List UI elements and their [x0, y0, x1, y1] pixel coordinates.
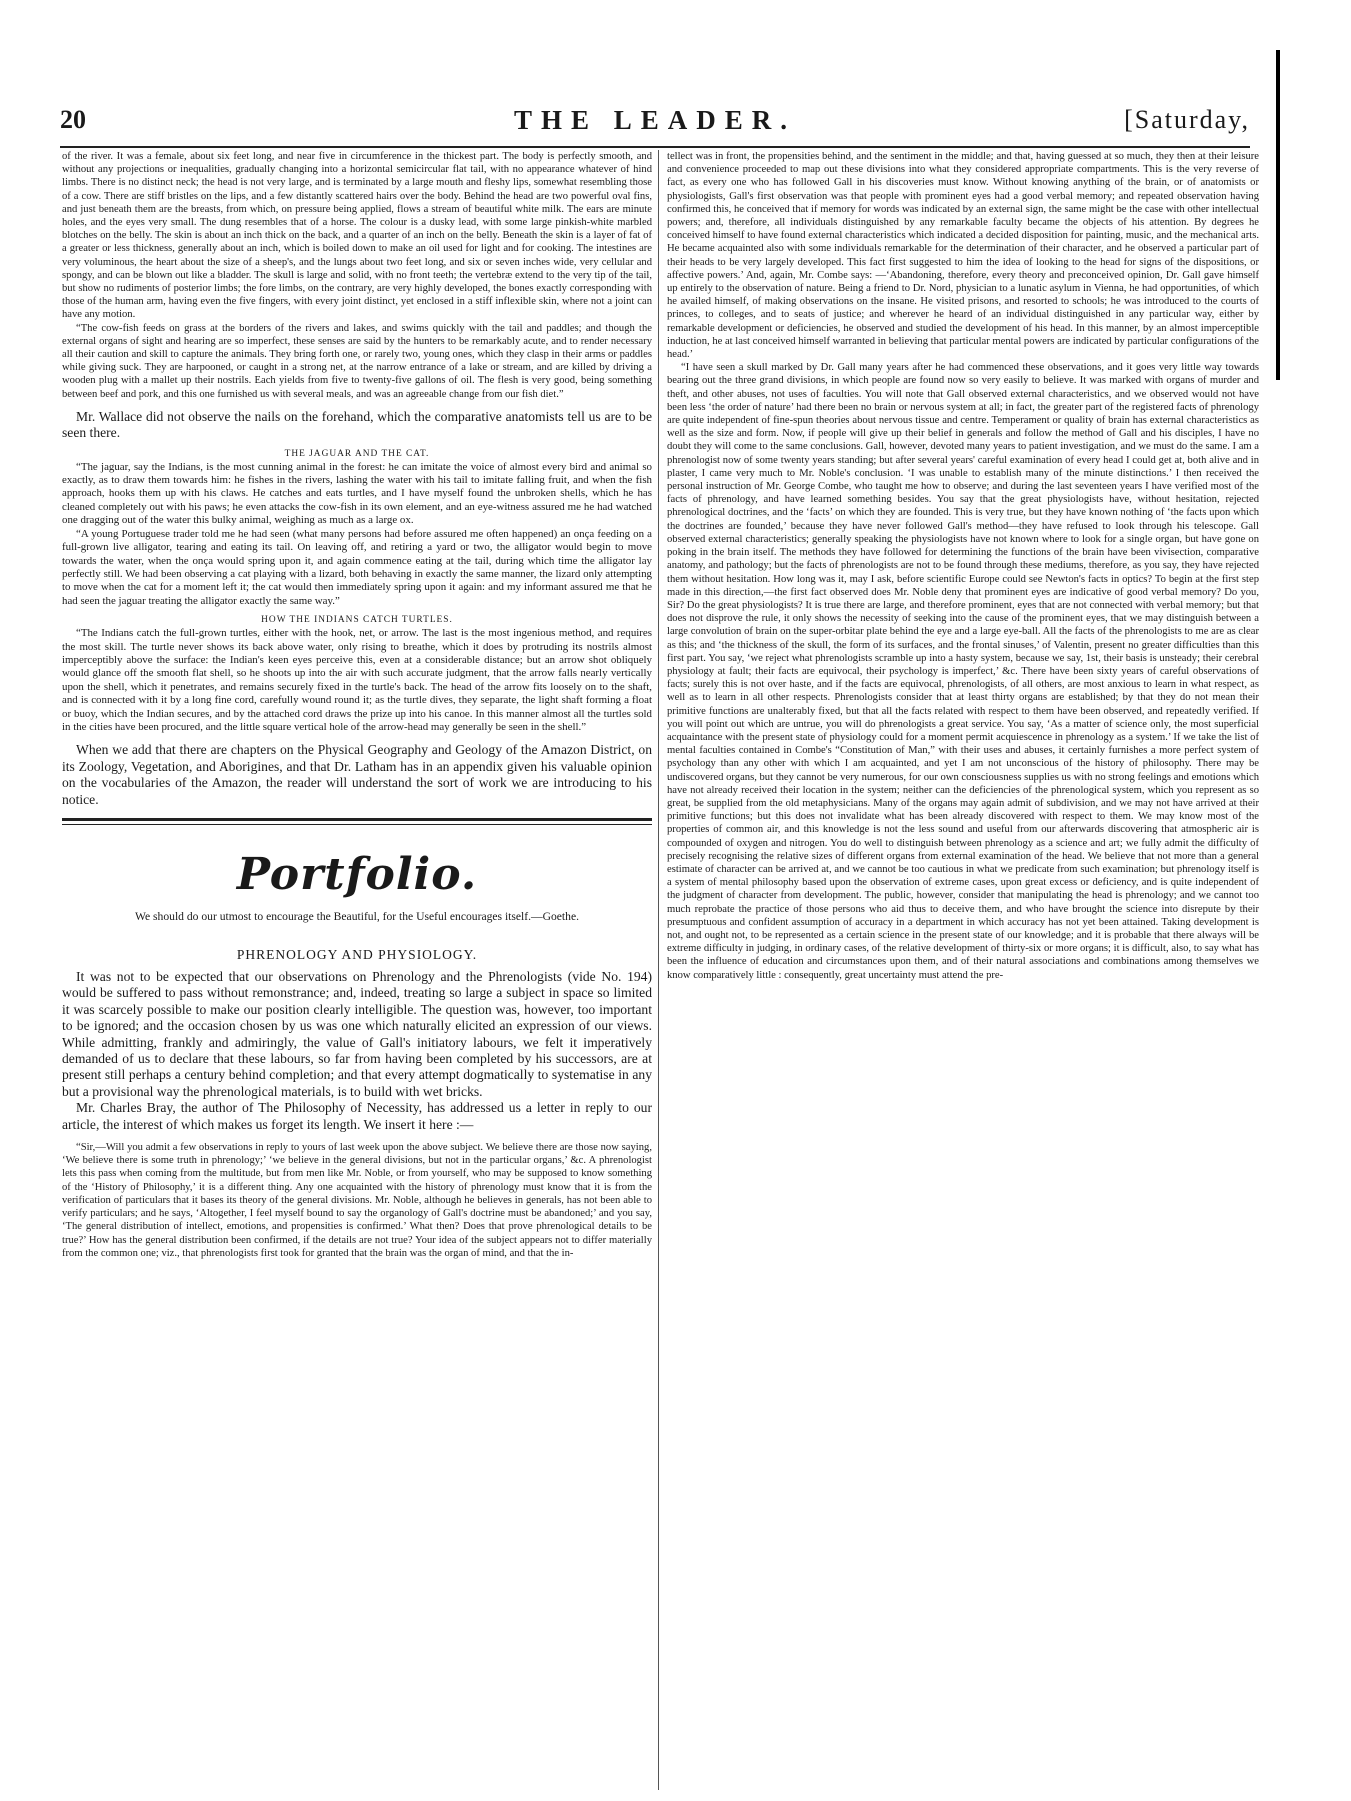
letter-paragraph-2: “I have seen a skull marked by Dr. Gall many years after he had commenced these observations, and it goes very little way towards bearing out the three grand divisions, in which people are found now so very easily to believe. It was marked with organs of murder and theft, and other abuses, not uses of faculties. You will note that Gall observed external characteristics, and we observed would not have been less ‘the order of nature’ had there been no brain or nervous system at all; in fact, the greater part of the registered facts of phrenology are quite independent of fine-spun theories about nervous tissue and centre. Temperament or quality of brain has external characteristics as well as the size and form. Now, if people will give up their belief in generals and follow the method of Gall and his disciples, I have no doubt they will come to the same conclusions. Gall, however, devoted many years to patient investigation, and we must do the same. I am a phrenologist now of some twenty years standing; but after several years' careful examination of every head I could get at, both alive and in plaster, I came very much to Mr. Noble's conclusion. ‘I was unable to establish many of the minute distinctions.’ I then received the personal instruction of Mr. George Combe, who taught me how to observe; and during the last seventeen years I have verified most of the facts of phrenology, and have learned something besides. You say that the great physiologists have, without hesitation, rejected phrenological doctrines, and the ‘facts’ on which they are founded. This is very true, but they have known nothing of ‘the facts upon which the doctrines are founded,’ because they have never followed Gall's method—they have refused to look through his telescope. Gall observed external characteristics; generally speaking the physiologists have not known where to look for a single organ, but have gone on poking in the brain itself. The methods they have followed for determining the functions of the brain have been vivisection, comparative anatomy, and pathology; but the facts of phrenologists are not to be found through these mediums, therefore, as you say, they have rejected them without hesitation. How long was it, may I ask, before scientific Europe could see Newton's facts in optics? To begin at the first step made in this direction,—the first fact observed does Mr. Noble deny that prominent eyes are indicative of good verbal memory? Do you, Sir? Do the great physiologists? It is true there are large, and therefore prominent, eyes that are not connected with verbal memory; but that does not disprove the rule, it only shows the necessity of seeking into the cause of the prominent eyes, that we may distinguish between a large convolution of brain on the super-orbitar plate behind the eye and a large eye-ball. All the facts of the phrenologists to me are as clear as this; and ‘the thickness of the skull, the form of its surfaces, and the frontal sinuses,’ of Valentin, present no greater difficulties than this first part. You say, ‘we reject what phrenologists scramble up into a hasty system, because we say, 1st, their basis is unsteady; their cerebral physiology at fault; their facts are equivocal, their psychology is imperfect,’ &c. There have been sixty years of careful observations of facts; surely this is not over haste, and if the facts are equivocal, phrenologists, of all others, are most anxious to learn in what respect, as well as to learn in all other respects. Phrenologists consider that at least thirty organs are established; by that they do not mean their primitive functions are unalterably fixed, but that all the facts related with respect to them have been observed, and repeatedly verified. If you will point out which are untrue, you will do phrenologists a great service. You say, ‘As a matter of science only, the most superficial acquaintance with the present state of physiology could for a moment permit acquiescence in phrenology as a system.’ If we take the list of mental faculties contained in Combe's “Constitution of Man,” with their uses and abuses, it certainly furnishes a more perfect system of psychology than any other with which I am acquainted, and yet I am not unconscious of the history of philosophy. There may be undiscovered organs, but they cannot be very numerous, for our own consciousness supplies us with no strong feelings and emotions which have not already received their location in the system; neither can the deficiencies of the phrenological system, which you represent as so great, be supplied from the old metaphysicians. Many of the organs may again admit of subdivision, and we may not have arrived at their primitive functions; but this does not invalidate what has been already discovered with respect to them. We may know most of the properties of common air, and this knowledge is not the less sound and useful from our afterwards discovering that atmospheric air is compounded of oxygen and nitrogen. You do well to distinguish between phrenology as a science and art; we fully admit the difficulty of precisely recognising the relative sizes of different organs from external examination of the head. We believe that not more than a general estimate of character can be arrived at, and we cannot be too cautious in what we predicate from such examination; but phrenology itself is a system of mental philosophy based upon the observation of extreme cases, upon great excess or deficiency, and is quite independent of the judgment of character from development. The public, however, consider that manipulating the head is phrenology; and we cannot too much reprobate the practice of those persons who aid thus to deceive them, and who have brought the science into disrepute by their presumptuous and confident assumption of accuracy in a department in which accuracy has not yet been attained. Taking development is not, and ought not, to be represented as a certain science in the present state of our knowledge; and it is probable that there always will be extreme difficulty in judging, in ordinary cases, of the relative development of thirty-six or more organs; it is difficult, also, to say what has been the influence of education and circumstances upon them, and of their natural associations and combinations among themselves we know comparatively little : consequently, great uncertainty must attend the pre- — [667, 362, 1259, 981]
manatee-paragraph: of the river. It was a female, about six feet long, and near five in circumference in the thickest part. The body is perfectly smooth, and without any projections or inequalities, gradually changing into a horizontal semicircular flat tail, with no appearance whatever of hind limbs. There is no distinct neck; the head is not very large, and is terminated by a large mouth and fleshy lips, somewhat resembling those of a cow. There are stiff bristles on the lips, and a few distantly scattered hairs over the body. Behind the head are two powerful oval fins, and just beneath them are the breasts, from which, on pressure being applied, flows a stream of beautiful white milk. The ears are minute holes, and the eyes very small. The dung resembles that of a horse. The colour is a dusky lead, with some large pinkish-white marbled blotches on the belly. The skin is about an inch thick on the back, and a quarter of an inch on the belly. Beneath the skin is a layer of fat of a greater or less thickness, generally about an inch, which is boiled down to make an oil used for light and for cooking. The intestines are very voluminous, the heart about the size of a sheep's, and the lungs about two feet long, and six or seven inches wide, very cellular and spongy, and can be blown out like a bladder. The skull is large and solid, with no front teeth; the vertebræ extend to the very tip of the tail, but show no rudiments of posterior limbs; the fore limbs, on the contrary, are very highly developed, the bones exactly corresponding with those of the human arm, having even the five fingers, with every joint distinct, yet enclosed in a stiff inflexible skin, where not a joint can have any motion. — [62, 151, 652, 321]
page-header — [60, 105, 1250, 145]
header-rule — [60, 146, 1250, 148]
jaguar-heading: THE JAGUAR AND THE CAT. — [284, 448, 430, 459]
issue-day: [Saturday, — [1124, 105, 1250, 134]
portuguese-paragraph: “A young Portuguese trader told me he had seen (what many persons had before assured me often happened) an onça feeding on a full-grown live alligator, tearing and eating its tail. On leaving off, and retiring a yard or two, the alligator would begin to move towards the water, when the onça would spring upon it, and again commence eating at the tail, during which time the alligator lay perfectly still. We had been observing a cat playing with a lizard, both behaving in exactly the same manner, the lizard only attempting to move when the cat for a moment left it; the cat would then immediately spring upon it again: and my informant assured me that he had seen the jaguar treating the alligator exactly the same way.” — [62, 527, 652, 607]
column-divider — [658, 150, 659, 1790]
article-intro: It was not to be expected that our observations on Phrenology and the Phrenologists (vide No. 194) would be suffered to pass without remonstrance; and, indeed, treating so large a subject in space so limited it was scarcely possible to make our position clearly intelligible. The question was, however, too important to be ignored; and the occasion chosen by us was one which naturally elicited an expression of our views. While admitting, frankly and admiringly, the value of Gall's initiatory labours, we felt it imperatively demanded of us to declare that these labours, so far from having been completed by his successors, are at present still perhaps a century behind completion; and that every attempt dogmatically to systematise in any but a provisional way the phrenological materials, is to build with wet bricks. — [62, 969, 652, 1099]
turtles-heading: HOW THE INDIANS CATCH TURTLES. — [261, 615, 453, 626]
closing-paragraph: When we add that there are chapters on the Physical Geography and Geology of the Amazon District, on its Zoology, Vegetation, and Aborigines, and that Dr. Latham has in an appendix given his valuable opinion on the vocabularies of the Amazon, the reader will understand the sort of work we are introducing to his notice. — [62, 742, 652, 807]
article-title: PHRENOLOGY AND PHYSIOLOGY. — [236, 947, 478, 963]
cowfish-paragraph: “The cow-fish feeds on grass at the borders of the rivers and lakes, and swims quickly with the tail and paddles; and though the external organs of sight and hearing are so imperfect, these senses are said by the hunters to be remarkably acute, and to render necessary all their caution and skill to capture the animals. They bring forth one, or rarely two, young ones, which they clasp in their arms or paddles while giving suck. They are harpooned, or caught in a strong net, at the narrow entrance of a lake or stream, and are killed by driving a wooden plug with a mallet up their nostrils. Each yields from five to twenty-five gallons of oil. The flesh is very good, being something between beef and pork, and this one furnished us with several meals, and was an agreeable change from our fish diet.” — [62, 322, 652, 400]
bray-paragraph: Mr. Charles Bray, the author of The Philosophy of Necessity, has addressed us a letter in reply to our article, the interest of which makes us forget its length. We insert it here :— — [62, 1100, 652, 1132]
section-title: Portfolio. — [236, 849, 478, 901]
turtles-paragraph: “The Indians catch the full-grown turtles, either with the hook, net, or arrow. The last is the most ingenious method, and requires the most skill. The turtle never shows its back above water, only rising to breathe, which it does by protruding its nostrils almost imperceptibly above the surface: the Indian's keen eyes perceive this, even at a considerable distance; but an arrow shot obliquely would glance off the smooth flat shell, so he shoots up into the air with such accurate judgment, that the arrow falls nearly vertically upon the shell, which it penetrates, and remains securely fixed in the turtle's back. The head of the arrow fits loosely on to the shaft, and is connected with it by a long fine cord, carefully wound round it; as the turtle dives, they separate, the light shaft forming a float or buoy, which the Indian secures, and by the attached cord draws the prize up into his canoe. In this manner almost all the turtles sold in the cities have been procured, and the little square vertical hole of the arrow-head may generally be seen in the shell.” — [62, 627, 652, 733]
masthead: THE LEADER. — [513, 105, 797, 135]
page-number: 20 — [60, 105, 86, 134]
letter-paragraph-1: tellect was in front, the propensities behind, and the sentiment in the middle; and that, having guessed at so much, they then at their leisure and convenience proceeded to map out these divisions into what they considered appropriate compartments. This is the very reverse of fact, as every one who has followed Gall in his discoveries must know. Without knowing anything of the brain, or of anatomists or physiologists, Gall's first observation was that people with prominent eyes had a good verbal memory; and repeated observation having confirmed this, he conceived that if memory for words was indicated by an external sign, the same might be the case with other intellectual powers; and, therefore, all individuals distinguished by any remarkable faculty became the objects of his attention. By degrees he conceived himself to have found external characteristics which indicated a decided disposition for painting, music, and the mechanical arts. He became acquainted also with some individuals remarkable for the determination of their character, and he observed a particular part of their heads to be very largely developed. This fact first suggested to him the idea of looking to the head for signs of the dispositions, or affective powers.’ And, again, Mr. Combe says: —‘Abandoning, therefore, every theory and preconceived opinion, Dr. Gall gave himself up entirely to the observation of nature. Being a friend to Dr. Nord, physician to a lunatic asylum in Vienna, he had opportunities, of which he availed himself, of making observations on the insane. He visited prisons, and resorted to schools; he was introduced to the courts of princes, to colleges, and to seats of justice; and wherever he heard of an individual distinguished in any particular way, either by remarkable development or deficiencies, he observed and studied the development of his head. In this manner, by an almost imperceptible induction, he at last conceived himself warranted in believing that particular mental powers are indicated by particular configurations of the head.’ — [667, 151, 1259, 361]
epigraph: We should do our utmost to encourage the Beautiful, for the Useful encourages itself.—Goethe. — [134, 910, 579, 924]
jaguar-paragraph: “The jaguar, say the Indians, is the most cunning animal in the forest: he can imitate the voice of almost every bird and animal so exactly, as to draw them towards him: he fishes in the rivers, lashing the water with his tail to imitate falling fruit, and when the fish approach, hooks them up with his claws. He catches and eats turtles, and I have myself found the unbroken shells, which he has cleaned completely out with his paws; he even attacks the cow-fish in its own element, and an eye-witness assured me he had watched one dragging out of the water this bulky animal, weighing as much as a large ox. — [62, 460, 652, 527]
right-column — [667, 150, 1259, 1790]
section-divider — [62, 818, 652, 825]
wallace-note: Mr. Wallace did not observe the nails on the forehand, which the comparative anatomists tell us are to be seen there. — [62, 408, 652, 441]
letter-start: “Sir,—Will you admit a few observations in reply to yours of last week upon the above subject. We believe there are those now saying, ‘We believe there is some truth in phrenology;’ ‘we believe in the general divisions, but not in the particular organs,’ &c. A phrenologist lets this pass when coming from the multitude, but from men like Mr. Noble, or from yourself, who may be supposed to know something of the ‘History of Philosophy,’ it is a different thing. Any one acquainted with the history of phrenology must know that it is from the verification of particulars that it bases its theory of the general divisions. Mr. Noble, although he believes in generals, has not been able to verify particulars; and he says, ‘Altogether, I feel myself bound to say the organology of Gall's doctrine must be abandoned;’ and you say, ‘The general distribution of intellect, emotions, and propensities is confirmed.’ What then? Does that prove phrenological details to be true?’ How has the general distribution been confirmed, if the details are not true? Your idea of the subject appears not to differ materially from the common one; viz., that phrenologists first took for granted that the brain was the organ of mind, and that the in- — [62, 1142, 652, 1259]
left-column — [62, 150, 652, 1790]
scan-edge-bar — [1276, 50, 1280, 380]
